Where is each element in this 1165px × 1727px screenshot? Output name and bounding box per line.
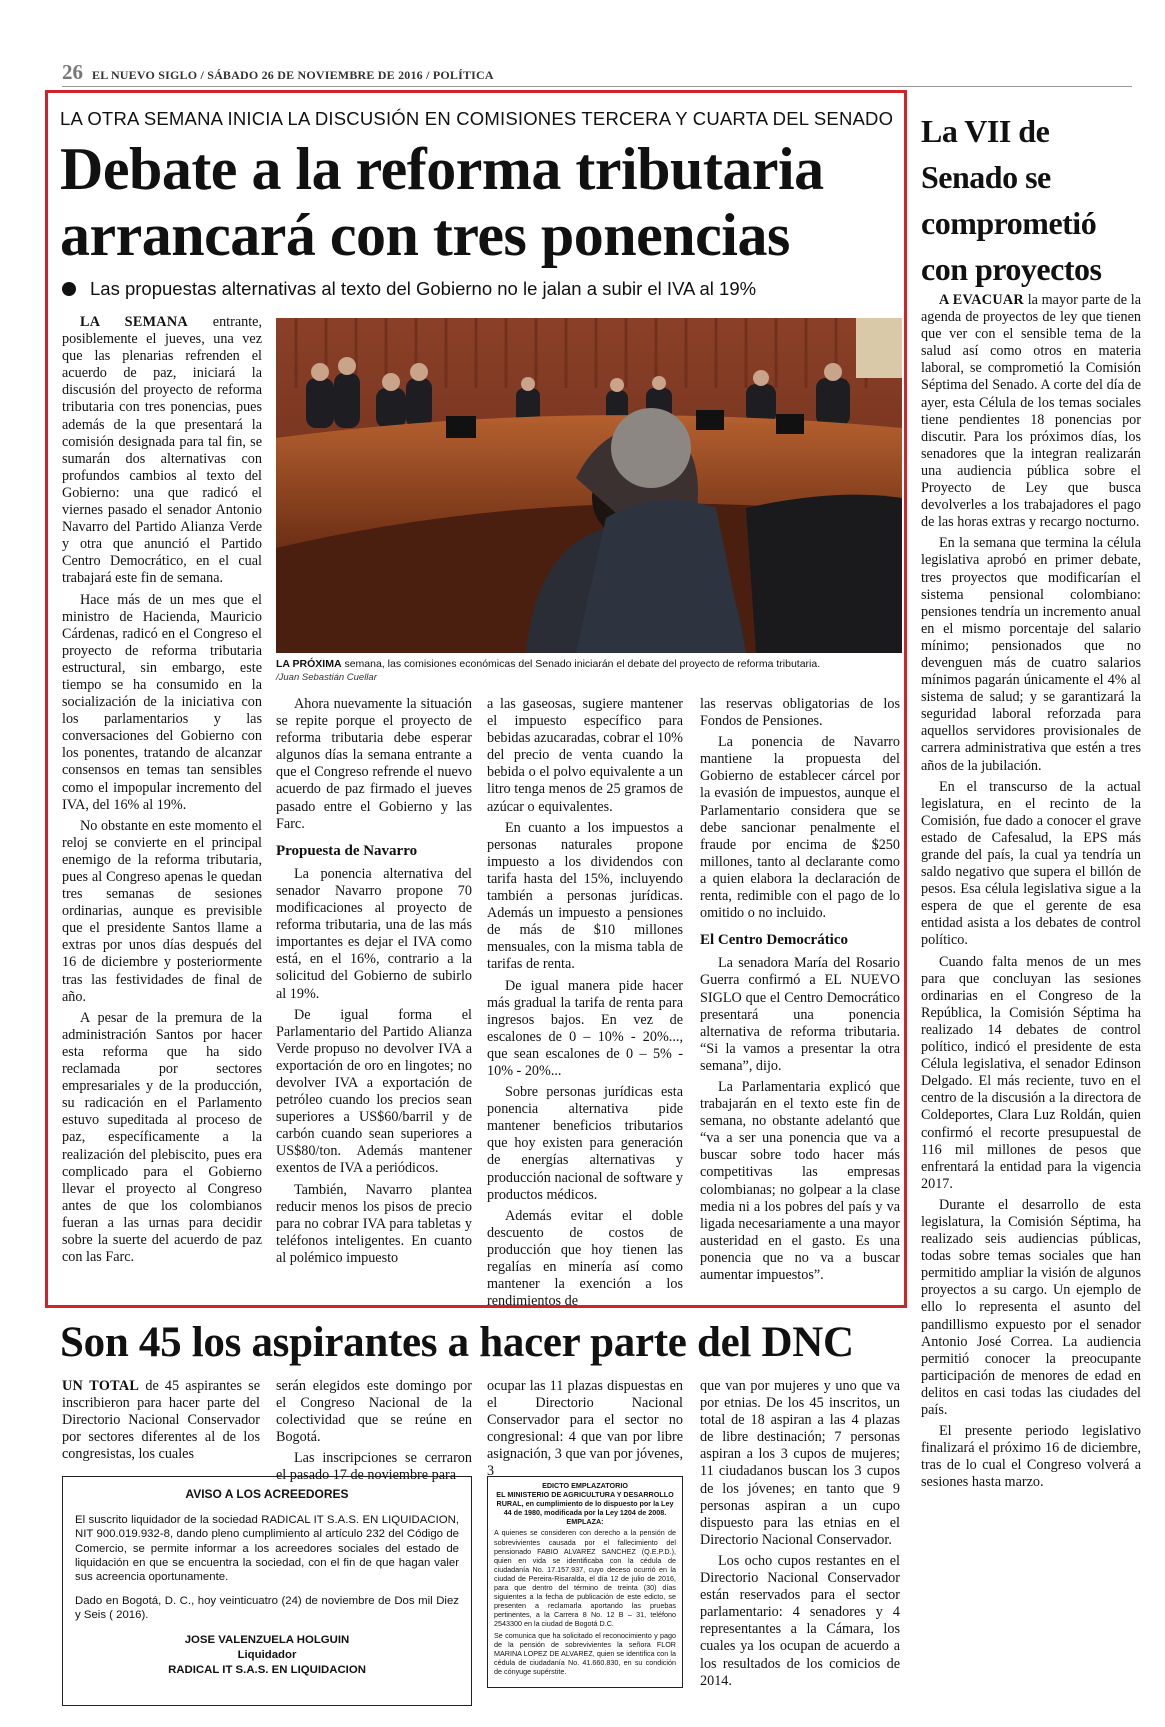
story-deck — [62, 278, 902, 300]
caption-lead: LA PRÓXIMA — [276, 658, 342, 670]
notice-body: El suscrito liquidador de la sociedad RADICAL IT S.A.S. EN LIQUIDACION, NIT 900.019.932-8, dando pleno cumplimiento al artículo 232 del Código de Comercio, se permite informar a los acreedores sociales del estado de liquidación en que se encuentra la sociedad, con el fin de que hagan valer sus acreencia oportunamente. — [75, 1514, 459, 1584]
story-column-1 — [62, 314, 262, 1270]
paragraph: que van por mujeres y uno que va por etnias. De los 45 inscritos, un total de 18 aspiran a las 4 plazas de libre destinación; 7 personas aspiran a los 3 cupos de mujeres; 11 ciudadanos buscan los 3 cupos de los jóvenes; en tanto que 9 personas aspiran a un cupo dispuesto para las etnias en el Directorio Nacional Conservador. — [700, 1378, 900, 1548]
paragraph: De igual manera pide hacer más gradual la tarifa de renta para ingresos bajos. En vez de escalones de 0 – 10% - 20%..., que sean escalones de 0 – 5% - 10% - 20%... — [487, 977, 683, 1079]
paragraph: serán elegidos este domingo por el Congreso Nacional de la colectividad que se reúne en Bogotá. — [276, 1378, 472, 1446]
paragraph: Durante el desarrollo de esta legislatura, la Comisión Séptima, ha realizado seis audiencias públicas, todas sobre temas sociales que han permitido ampliar la visión de algunos proyectos a su cargo. Un ejemplo de ello lo representa el asunto del pandillismo expuesto por el senador Antonio José Correa. La audiencia permitió conocer la preocupante participación de menores de edad en delitos en casi todas las ciudades del país. — [921, 1196, 1141, 1418]
edict-notice — [487, 1476, 683, 1688]
side-story-title: La VII de Senado se comprometió con proyectos — [921, 113, 1102, 287]
edict-title: EDICTO EMPLAZATORIO — [542, 1481, 628, 1490]
paragraph: Los ocho cupos restantes en el Directorio Nacional Conservador están reservados para el sector parlamentario: 4 senadores y 4 representantes a la Cámara, los cuales ya los ocupan de acuerdo a los resultados de los comicios de 2014. — [700, 1552, 900, 1689]
headline-line-2: arrancará con tres ponencias — [60, 202, 790, 268]
paragraph: La ponencia alternativa del senador Navarro propone 70 modificaciones al proyecto de reforma tributaria, una de las más importantes es dejar el IVA como está, en el 16%, contrario a la solicitud del Gobierno de subirlo al 19%. — [276, 865, 472, 1002]
signer-company: RADICAL IT S.A.S. EN LIQUIDACION — [168, 1663, 366, 1676]
signer-name: JOSE VALENZUELA HOLGUIN — [184, 1633, 350, 1646]
paragraph: las reservas obligatorias de los Fondos de Pensiones. — [700, 696, 900, 730]
headline-line-1: Debate a la reforma tributaria — [60, 136, 824, 202]
bullet-icon — [62, 282, 76, 296]
notice-date: Dado en Bogotá, D. C., hoy veinticuatro (24) de noviembre de Dos mil Diez y Seis ( 2016). — [75, 1595, 459, 1622]
deck-text: Las propuestas alternativas al texto del Gobierno no le jalan a subir el IVA al 19% — [90, 278, 757, 299]
dnc-story-title: Son 45 los aspirantes a hacer parte del DNC — [60, 1319, 854, 1366]
paragraph: entrante, posiblemente el jueves, una vez que las plenarias refrenden el acuerdo de paz, iniciará la discusión del proyecto de reforma tributaria con tres ponencias, pues además de la que presentará la comisión designada para tal fin, se sumarán dos alternativas con profundos cambios al texto del Gobierno: una que radicó el viernes pasado el senador Antonio Navarro del Partido Alianza Verde y otra que anunció el Partido Centro Democrático, en el cual trabajará este fin de semana. — [62, 314, 262, 587]
paragraph: En la semana que termina la célula legislativa aprobó en primer debate, tres proyectos que modificarían el sistema pensional colombiano: pensiones tendría un incremento anual en el mismo porcentaje del salario mínimo; pensionados que no devenguen más de cuatro salarios mínimos pagarán únicamente el 4% al sistema de salud; y se garantizará la seguridad laboral reforzada para aquellos servidores provisionales de carrera administrativa que estén a tres años de la jubilación. — [921, 535, 1141, 774]
side-story-body — [921, 292, 1141, 1495]
paragraph: De igual forma el Parlamentario del Partido Alianza Verde propuso no devolver IVA a exportación de oro en lingotes; no devolver IVA a exportación de petróleo cuando los precios sean superiores a US$60/barril y de carbón cuando sean superiores a US$80/ton. Además mantener exentos de IVA a periódicos. — [276, 1006, 472, 1177]
subhead: Propuesta de Navarro — [276, 842, 418, 859]
paragraph: la mayor parte de la agenda de proyectos de ley que tienen que ver con el sensible tema de la salud así como otros en materia laboral, se comprometió la Comisión Séptima del Senado. A corte del día de ayer, esta Célula de los temas sociales tiene pendientes 18 ponencias por discutir. Para los próximos días, los senadores que la integran realizarán una audiencia pública sobre el Proyecto de Ley que busca devolverles a los trabajadores el pago de las horas extras y recargo nocturno. — [921, 292, 1142, 531]
paragraph: También, Navarro plantea reducir menos los pisos de precio para no cobrar IVA para tabletas y teléfonos inteligentes. En cuanto al polémico impuesto — [276, 1181, 472, 1266]
dnc-column-2 — [276, 1378, 472, 1489]
paragraph: Además evitar el doble descuento de costos de producción que hoy tienen las regalías en minería así como mantener la exención a los rendimientos de — [487, 1207, 683, 1310]
paragraph: A pesar de la premura de la administración Santos por hacer esta reforma que ha sido reclamada por sectores empresariales y de la producción, su radicación en el Parlamento estuvo supeditada al proceso de paz, específicamente a la realización del plebiscito, pues era complicado para el Gobierno llevar el proyecto al Congreso antes de que los colombianos fueran a las urnas para decidir sobre la suerte del acuerdo de paz con las Farc. — [62, 1009, 262, 1266]
signer-role: Liquidador — [237, 1648, 297, 1661]
paragraph: Ahora nuevamente la situación se repite porque el proyecto de reforma tributaria debe esperar algunos días la semana entrante a que el Congreso refrende el nuevo acuerdo de paz firmado el jueves pasado entre el Gobierno y las Farc. — [276, 696, 472, 832]
lead-in: LA SEMANA — [80, 314, 188, 330]
page-number: 26 — [62, 60, 83, 84]
story-column-4 — [700, 696, 900, 1288]
page-folio — [62, 60, 1132, 87]
lead-in: UN TOTAL — [62, 1378, 140, 1394]
edict-emplaza: EMPLAZA: — [566, 1517, 604, 1527]
paragraph: En el transcurso de la actual legislatura, en el recinto de la Comisión, fue dado a conocer el grave estado de Cafesalud, la EPS más grande del país, la cual ya tendría un saldo negativo que supera el billón de pesos. Esa célula legislativa sigue a la espera de que el gerente de esa entidad asista a los debates de control político. — [921, 778, 1141, 949]
senate-session-photo — [276, 318, 902, 653]
photo-caption — [276, 658, 902, 684]
caption-text: semana, las comisiones económicas del Senado iniciarán el debate del proyecto de reforma tributaria. — [344, 658, 821, 670]
paragraph: Hace más de un mes que el ministro de Hacienda, Mauricio Cárdenas, radicó en el Congreso el proyecto de reforma tributaria estructural, sin embargo, este tiempo se ha consumido en la socialización de la iniciativa con los parlamentarios y las conversaciones del Gobierno con los ponentes, tratando de alcanzar consensos en temas tan sensibles como el impopular incremento del IVA, del 16% al 19%. — [62, 591, 262, 813]
dnc-column-4 — [700, 1378, 900, 1694]
paragraph: No obstante en este momento el reloj se convierte en el principal enemigo de la reforma tributaria, pues al Congreso apenas le quedan tres semanas de sesiones ordinarias, aunque es previsible que el presidente Santos llame a extras por unos días después del 16 de diciembre y posteriormente tras las festividades de final de año. — [62, 817, 262, 1005]
edict-paragraph: Se comunica que ha solicitado el reconocimiento y pago de la pensión de sobrevivientes la señora FLOR MARINA LOPEZ DE ALVAREZ, quien se identifica con la cédula de ciudadanía No. 41.660.830, en su condición de cónyuge supérstite. — [494, 1630, 676, 1676]
paragraph: de 45 aspirantes se inscribieron para hacer parte del Directorio Nacional Conservador por sectores diferentes al de los congresistas, los cuales — [62, 1378, 260, 1463]
edict-subtitle: EL MINISTERIO DE AGRICULTURA Y DESARROLLO RURAL, en cumplimiento de lo dispuesto por la Ley 44 de 1980, modificada por la Ley 1204 de 2008. — [496, 1490, 674, 1518]
dnc-column-3 — [487, 1378, 683, 1485]
paragraph: La Parlamentaria explicó que trabajarán en el texto este fin de semana, no obstante adelantó que “va a ser una ponencia que va a buscar sobre todo hacer más competitivas las empresas colombianas; no golpear a la clase media ni a los pobres del país y va ligada necesariamente a una mayor austeridad en el gasto. Es una ponencia que no va a buscar aumentar impuestos”. — [700, 1078, 900, 1283]
paragraph: Las inscripciones se cerraron el pasado 17 de noviembre para — [276, 1450, 472, 1484]
story-headline — [60, 136, 905, 268]
creditors-notice — [62, 1476, 472, 1706]
paragraph: En cuanto a los impuestos a personas naturales propone impuesto a los dividendos con tarifa hasta del 15%, incluyendo también a personas jurídicas. Además un impuesto a pensiones de más de $10 millones mensuales, con la misma tabla de tarifas de renta. — [487, 819, 683, 973]
notice-title: AVISO A LOS ACREEDORES — [185, 1487, 349, 1501]
story-column-2 — [276, 696, 472, 1271]
notice-signature — [75, 1633, 459, 1678]
dnc-column-1 — [62, 1378, 260, 1467]
story-column-3 — [487, 696, 683, 1314]
folio-text: EL NUEVO SIGLO / SÁBADO 26 DE NOVIEMBRE DE 2016 / POLÍTICA — [92, 68, 494, 82]
photo-illustration — [276, 318, 902, 653]
story-kicker: LA OTRA SEMANA INICIA LA DISCUSIÓN EN COMISIONES TERCERA Y CUARTA DEL SENADO — [60, 108, 894, 129]
paragraph: a las gaseosas, sugiere mantener el impuesto específico para bebidas azucaradas, cobrar el 10% del precio de venta cuando la bebida o el polvo equivalente a un litro tenga menos de 25 gramos de azúcar o equivalentes. — [487, 696, 683, 815]
paragraph: El presente periodo legislativo finalizará el próximo 16 de diciembre, tras de lo cual el Congreso volverá a sesiones hasta marzo. — [921, 1423, 1141, 1491]
photo-credit: /Juan Sebastián Cuellar — [276, 672, 377, 683]
paragraph: La senadora María del Rosario Guerra confirmó a EL NUEVO SIGLO que el Centro Democrático presentará una ponencia alternativa de reforma tributaria. “Si la vamos a presentar la otra semana”, dijo. — [700, 955, 900, 1074]
subhead: El Centro Democrático — [700, 932, 849, 949]
edict-paragraph: A quienes se consideren con derecho a la pensión de sobrevivientes causada por el fallecimiento del pensionado FABIO ALVAREZ SANCHEZ (Q.E.P.D.), quien en vida se identificaba con la cédula de ciudadanía No. 17.157.937, cuyo deceso ocurrió en la ciudad de Pereira-Risaralda, el día 12 de julio de 2016, para que dentro del término de treinta (30) días siguientes a la fecha de publicación de este edicto, se presenten a reclamarla aportando las pruebas pertinentes, a la Carrera 8 No. 12 B – 31, teléfono 2543300 en la ciudad de Bogotá D.C. — [494, 1528, 676, 1629]
paragraph: ocupar las 11 plazas dispuestas en el Directorio Nacional Conservador para el sector no congresional: 4 que van por libre asignación, 3 que van por jóvenes, 3 — [487, 1378, 683, 1480]
lead-in: A EVACUAR — [939, 292, 1024, 308]
paragraph: Cuando falta menos de un mes para que concluyan las sesiones ordinarias en el Congreso de la República, la Comisión Séptima ha realizado 14 debates de control político, indicó el presidente de esta Célula legislativa, el senador Edinson Delgado. El más reciente, tuvo en el centro de la discusión a la directora de Coldeportes, Clara Luz Roldán, quien confirmó el recorte presupuestal de 116 mil millones de pesos que enfrentará la entidad para la vigencia 2017. — [921, 953, 1141, 1192]
paragraph: Sobre personas jurídicas esta ponencia alternativa pide mantener beneficios tributarios que hoy existen para generación de energías alternativas y producción nacional de software y productos médicos. — [487, 1084, 683, 1203]
paragraph: La ponencia de Navarro mantiene la propuesta del Gobierno de establecer cárcel por la evasión de impuestos, aunque el Parlamentario considera que se debe sancionar penalmente el fraude por encima de $250 millones, tanto al declarante como a quien elabora la declaración de renta, redimible con el pago de lo omitido o no incluido. — [700, 734, 900, 922]
